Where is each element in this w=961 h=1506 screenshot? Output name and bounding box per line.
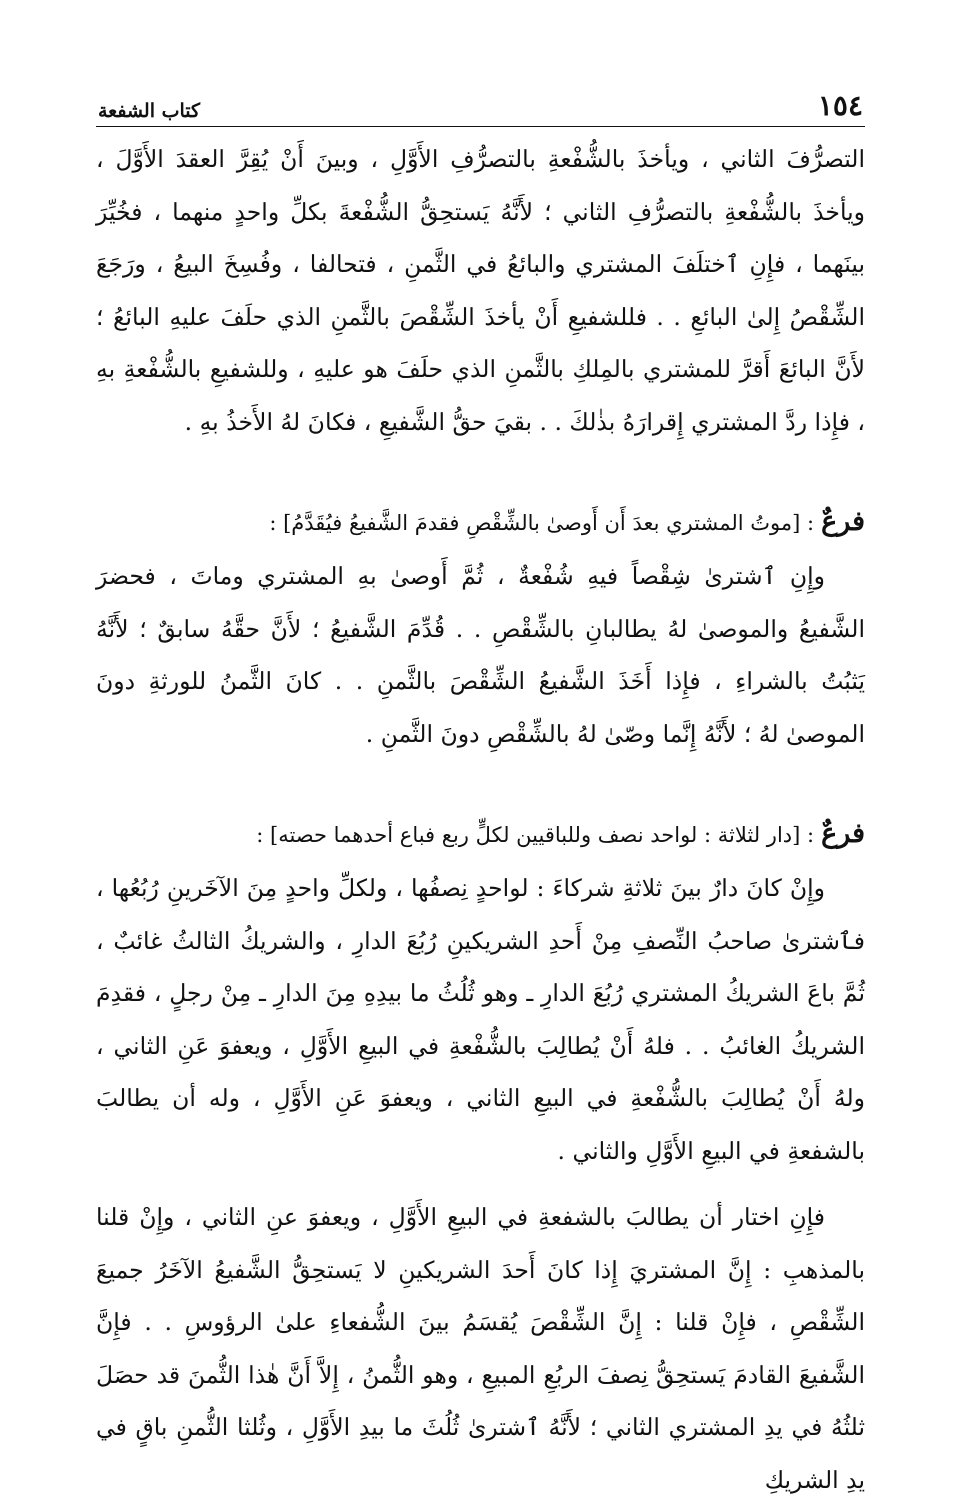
- branch-paragraph: وإِنْ كانَ دارٌ بينَ ثلاثةِ شركاءَ : لواحدٍ نِصفُها ، ولكلِّ واحدٍ مِنَ الآخَرينِ رُبُعُها ، فٱشترىٰ صاحبُ النِّصفِ مِنْ أَحدِ الشريكينِ رُبُعَ الدارِ ، والشريكُ الثالثُ غائبٌ ، ثُمَّ باعَ الشريكُ المشتري رُبُعَ الدارِ ـ وهو ثُلُثُ ما بيدِهِ مِنَ الدارِ ـ مِنْ رجلٍ ، فقدِمَ الشريكُ الغائبُ . . فلهُ أَنْ يُطالِبَ بالشُّفْعةِ في البيعِ الأَوَّلِ ، ويعفوَ عَنِ الثاني ، ولهُ أَنْ يُطالِبَ بالشُّفْعةِ في البيعِ الثاني ، ويعفوَ عَنِ الأَوَّلِ ، وله أن يطالبَ بالشفعةِ في البيعِ الأَوَّلِ والثاني .: [96, 874, 865, 1165]
- branch-heading: [96, 808, 865, 862]
- section-branch-2: [96, 808, 865, 1506]
- branch-label: فرعٌ: [821, 818, 865, 849]
- book-title: كتاب الشفعة: [98, 100, 201, 122]
- section-branch-1: [96, 496, 865, 760]
- branch-title: : [دار لثلاثة : لواحد نصف وللباقيين لكلٍّ ربع فباع أحدهما حصته] :: [256, 823, 815, 847]
- paragraph-opening: التصرُّفَ الثاني ، ويأخذَ بالشُّفْعةِ بالتصرُّفِ الأَوَّلِ ، وبينَ أَنْ يُقِرَّ العقدَ الأَوَّلَ ، ويأخذَ بالشُّفْعةِ بالتصرُّفِ الثاني ؛ لأَنَّهُ يَستحِقُّ الشُّفْعةَ بكلِّ واحدٍ منهما ، فخُيِّرَ بينَهما ، فإِنِ ٱختلَفَ المشتري والبائعُ في الثَّمنِ ، فتحالفا ، وفُسِخَ البيعُ ، ورَجَعَ الشِّقْصُ إِلىٰ البائعِ . . فللشفيعِ أَنْ يأخذَ الشِّقْصَ بالثَّمنِ الذي حلَفَ عليهِ البائعُ ؛ لأَنَّ البائعَ أَقرَّ للمشتري بالمِلكِ بالثَّمنِ الذي حلَفَ هو عليهِ ، وللشفيعِ بالشُّفْعةِ بهِ ، فإِذا ردَّ المشتري إِقرارَهُ بذٰلكَ . . بقيَ حقُّ الشَّفيعِ ، فكانَ لهُ الأَخذُ بهِ .: [96, 145, 865, 436]
- branch-paragraph-continued: فإِنِ اختار أن يطالبَ بالشفعةِ في البيعِ الأَوَّلِ ، ويعفوَ عنِ الثاني ، وإِنْ قلنا بالمذهبِ : إِنَّ المشتريَ إِذا كانَ أَحدَ الشريكينِ لا يَستحِقُّ الشَّفيعُ الآخَرُ جميعَ الشِّقْصِ ، فإِنْ قلنا : إِنَّ الشِّقْصَ يُقسَمُ بينَ الشُّفعاءِ علىٰ الرؤوسِ . . فإِنَّ الشَّفيعَ القادمَ يَستحِقُّ نِصفَ الربُعِ المبيعِ ، وهو الثُّمنُ ، إِلاَّ أَنَّ هٰذا الثُّمنَ قد حصَلَ ثلثُهُ في يدِ المشتري الثاني ؛ لأَنَّهُ ٱشترىٰ ثُلُثَ ما بيدِ الأَوَّلِ ، وثُلثا الثُّمنِ باقٍ في يدِ الشريكِ: [96, 1203, 865, 1494]
- page-number: ١٥٤: [817, 89, 863, 122]
- branch-label: فرعٌ: [821, 506, 865, 537]
- branch-heading: [96, 496, 865, 550]
- running-header: [96, 88, 865, 127]
- branch-title: : [موتُ المشتري بعدَ أَن أَوصىٰ بالشِّقْصِ فقدمَ الشَّفيعُ فيُقَدَّمُ] :: [269, 511, 815, 535]
- branch-paragraph: وإِنِ ٱشترىٰ شِقْصاً فيهِ شُفْعةٌ ، ثُمَّ أَوصىٰ بهِ المشتري وماتَ ، فحضرَ الشَّفيعُ والموصىٰ لهُ يطالبانِ بالشِّقْصِ . . قُدِّمَ الشَّفيعُ ؛ لأَنَّ حقَّهُ سابقٌ ؛ لأَنَّهُ يَثبُتُ بالشراءِ ، فإِذا أَخَذَ الشَّفيعُ الشِّقْصَ بالثَّمنِ . . كانَ الثَّمنُ للورثةِ دونَ الموصىٰ لهُ ؛ لأَنَّهُ إِنَّما وصّىٰ لهُ بالشِّقْصِ دونَ الثَّمنِ .: [96, 562, 865, 748]
- text-body: [96, 133, 865, 1506]
